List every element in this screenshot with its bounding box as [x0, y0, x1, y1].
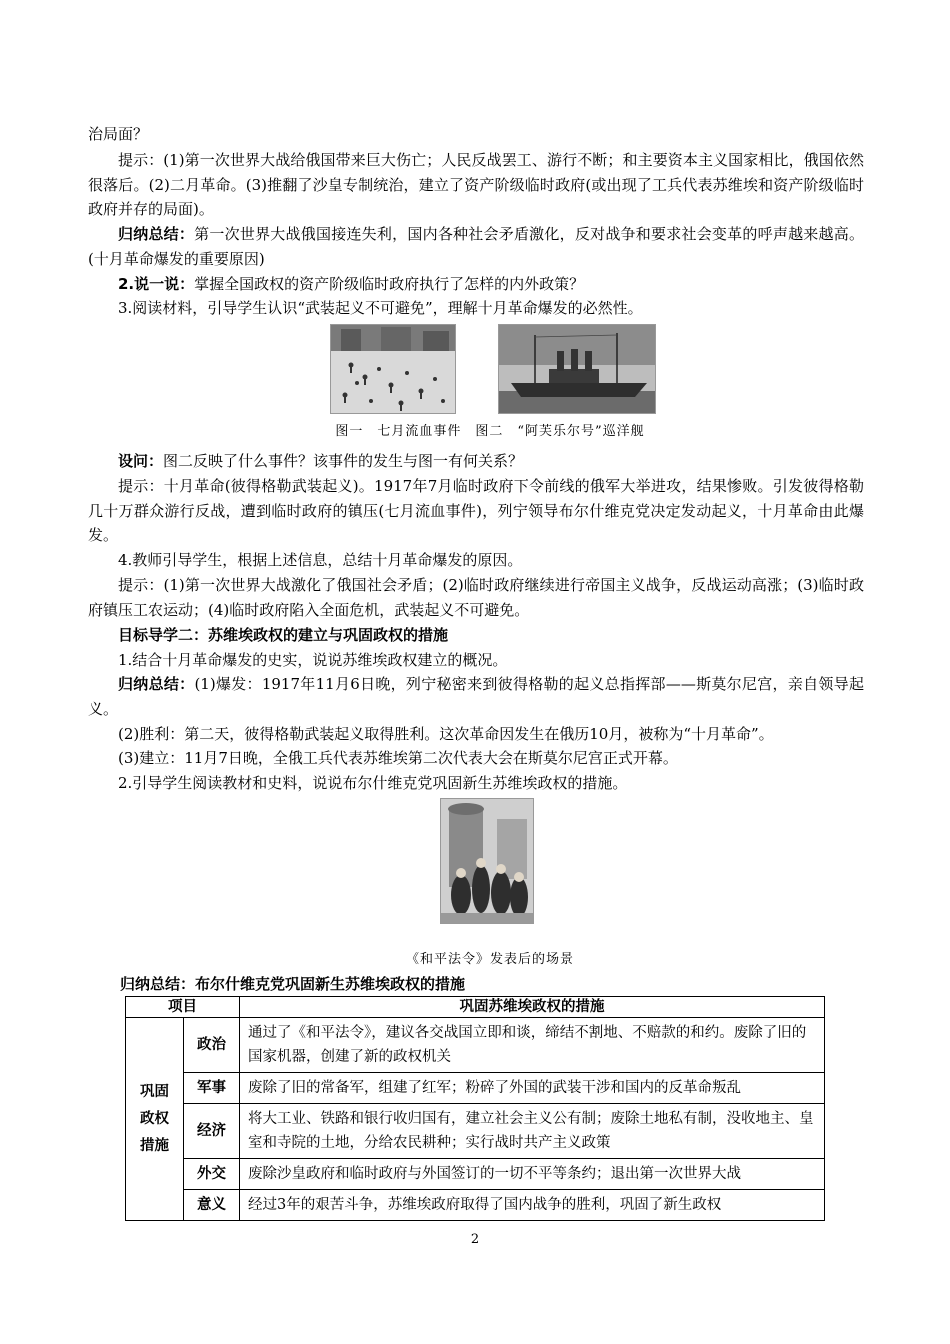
header-item: 项目 — [126, 997, 240, 1018]
group-cell: 巩固 政权 措施 — [126, 1018, 184, 1221]
summary-line: (3)建立：11月7日晚，全俄工兵代表苏维埃第二次代表大会在斯莫尔尼宫正式开幕。 — [118, 749, 678, 767]
summary-paragraph: 归纳总结：(1)爆发：1917年11月6日晚，列宁秘密来到彼得格勒的起义总指挥部——斯莫尔尼宫，亲自领导起义。 — [88, 675, 864, 718]
header-measures: 巩固苏维埃政权的措施 — [240, 997, 825, 1018]
hint-paragraph: 提示：十月革命(彼得格勒武装起义)。1917年7月临时政府下令前线的俄军大举进攻，结果惨败。引发彼得格勒几十万群众游行反战，遭到临时政府的镇压(七月流血事件)，列宁领导布尔什维克党决定发动起义，十月革命由此爆发。 — [88, 477, 864, 544]
table-row — [126, 1073, 825, 1104]
category-cell: 外交 — [184, 1159, 240, 1190]
measure-cell: 废除了旧的常备军，组建了红军；粉碎了外国的武装干涉和国内的反革命叛乱 — [240, 1073, 825, 1104]
guide-item: 2.引导学生阅读教材和史料，说说布尔什维克党巩固新生苏维埃政权的措施。 — [118, 774, 628, 792]
question-paragraph: 设问：图二反映了什么事件？该事件的发生与图一有何关系？ — [118, 452, 524, 470]
table-title: 归纳总结：布尔什维克党巩固新生苏维埃政权的措施 — [120, 975, 466, 993]
page-number: 2 — [470, 1232, 480, 1247]
summary-paragraph: 归纳总结：第一次世界大战俄国接连失利，国内各种社会矛盾激化，反对战争和要求社会变革的呼声越来越高。(十月革命爆发的重要原因) — [88, 225, 864, 268]
measure-cell: 经过3年的艰苦斗争，苏维埃政府取得了国内战争的胜利，巩固了新生政权 — [240, 1190, 825, 1221]
decree-on-peace-scene-photo — [440, 798, 534, 924]
category-cell: 政治 — [184, 1018, 240, 1073]
guide-item: 1.结合十月革命爆发的史实，说说苏维埃政权建立的概况。 — [118, 651, 508, 669]
teacher-guide-item: 4.教师引导学生，根据上述信息，总结十月革命爆发的原因。 — [118, 551, 523, 569]
table-row — [126, 1104, 825, 1159]
measure-cell: 废除沙皇政府和临时政府与外国签订的一切不平等条约；退出第一次世界大战 — [240, 1159, 825, 1190]
table-row — [126, 1190, 825, 1221]
summary-line: (2)胜利：第二天，彼得格勒武装起义取得胜利。这次革命因发生在俄历10月，被称为“十月革命”。 — [118, 725, 774, 743]
measures-table — [125, 996, 825, 1221]
hint-paragraph: 提示：(1)第一次世界大战给俄国带来巨大伤亡；人民反战罢工、游行不断；和主要资本主义国家相比，俄国依然很落后。(2)二月革命。(3)推翻了沙皇专制统治，建立了资产阶级临时政府(或出现了工兵代表苏维埃和资产阶级临时政府并存的局面)。 — [88, 151, 864, 218]
figure-caption: 图一 七月流血事件 图二 “阿芙乐尔号”巡洋舰 — [335, 424, 645, 439]
table-row — [126, 1018, 825, 1073]
section-heading: 目标导学二：苏维埃政权的建立与巩固政权的措施 — [118, 626, 449, 644]
discussion-item: 2.说一说：掌握全国政权的资产阶级临时政府执行了怎样的内外政策？ — [118, 275, 585, 293]
category-cell: 军事 — [184, 1073, 240, 1104]
aurora-cruiser-photo — [498, 324, 656, 414]
reading-item: 3.阅读材料，引导学生认识“武装起义不可避免”，理解十月革命爆发的必然性。 — [118, 299, 643, 317]
table-header-row — [126, 997, 825, 1018]
text-line: 治局面？ — [88, 125, 149, 143]
table-row — [126, 1159, 825, 1190]
measure-cell: 将大工业、铁路和银行收归国有，建立社会主义公有制；废除土地私有制，没收地主、皇室和寺院的土地，分给农民耕种；实行战时共产主义政策 — [240, 1104, 825, 1159]
figure-caption: 《和平法令》发表后的场景 — [405, 952, 574, 967]
category-cell: 意义 — [184, 1190, 240, 1221]
measure-cell: 通过了《和平法令》，建议各交战国立即和谈，缔结不割地、不赔款的和约。废除了旧的国家机器，创建了新的政权机关 — [240, 1018, 825, 1073]
july-days-photo — [330, 324, 456, 414]
hint-paragraph: 提示：(1)第一次世界大战激化了俄国社会矛盾；(2)临时政府继续进行帝国主义战争，反战运动高涨；(3)临时政府镇压工农运动；(4)临时政府陷入全面危机，武装起义不可避免。 — [88, 576, 864, 619]
category-cell: 经济 — [184, 1104, 240, 1159]
